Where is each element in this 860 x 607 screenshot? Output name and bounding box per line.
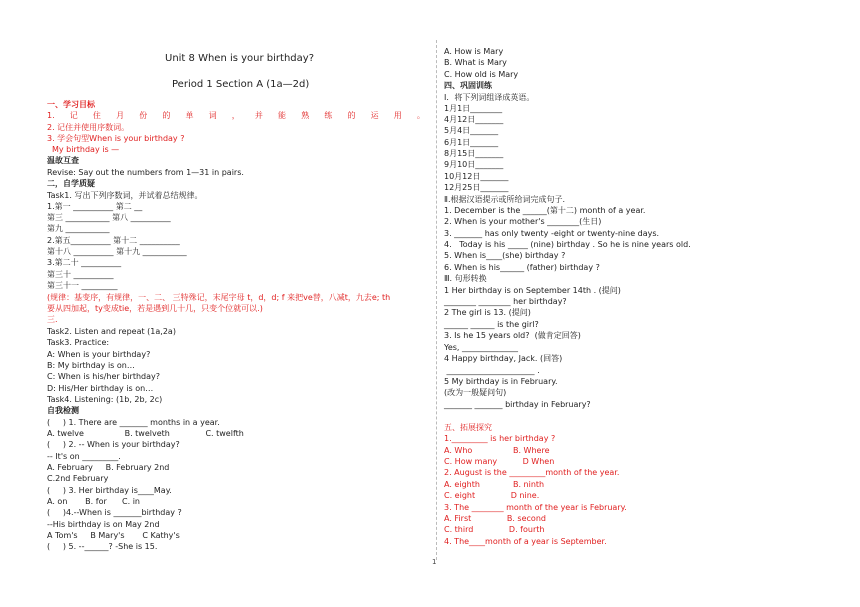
- task2-line: Task2. Listen and repeat (1a,2a): [47, 327, 176, 336]
- fill-item: 3. _______ has only twenty -eight or twenty-nine days.: [444, 229, 660, 238]
- ordinal-line: 第三十 __________: [47, 270, 114, 279]
- extension-options: C. third D. fourth: [444, 525, 545, 534]
- transform-item: 3. Is he 15 years old? (做肯定回答): [444, 331, 581, 340]
- transform-answer: ________ ________ her birthday?: [444, 297, 567, 306]
- extension-options: C. How many D When: [444, 457, 555, 466]
- section-heading-goals: 一、学习目标: [47, 100, 95, 109]
- practice-line-b: B: My birthday is on…: [47, 361, 135, 370]
- date-item: 8月15日_______: [444, 149, 504, 158]
- goal-1-char: 住: [92, 111, 101, 120]
- worksheet-subtitle: Period 1 Section A (1a—2d): [172, 79, 310, 90]
- goal-1-char: 能: [278, 111, 287, 120]
- task4-line: Task4. Listening: (1b, 2b, 2c): [47, 395, 163, 404]
- goal-1-char: 的: [347, 111, 356, 120]
- date-item: 5月4日_______: [444, 126, 499, 135]
- section-heading-self-study: 二，自学质疑: [47, 179, 95, 188]
- question-2-option-c: C.2nd February: [47, 474, 109, 483]
- fill-item: 6. When is his______ (father) birthday ?: [444, 263, 600, 272]
- question-5-option-a: A. How is Mary: [444, 47, 504, 56]
- goal-1-char: 运: [370, 111, 379, 120]
- date-item: 9月10日_______: [444, 160, 504, 169]
- transform-answer: ______ ______ is the girl?: [444, 320, 539, 329]
- goal-1-char: 1.: [47, 111, 55, 120]
- ordinal-line: 1.第一 __________ 第二 __: [47, 202, 143, 211]
- fill-item: 5. When is____(she) birthday ?: [444, 251, 566, 260]
- ordinal-line: 第九 ___________: [47, 224, 110, 233]
- part1-instruction: Ⅰ．将下列词组译成英语。: [444, 93, 535, 102]
- date-item: 4月12日_______: [444, 115, 504, 124]
- goal-1-char: 。: [416, 111, 425, 120]
- question-2-response: -- It's on _________.: [47, 452, 121, 461]
- section-heading-practice: 四、巩固训练: [444, 81, 492, 90]
- question-3-options: A. on B. for C. in: [47, 497, 140, 506]
- goal-1-char: 熟: [301, 111, 310, 120]
- goal-1-char: 记: [69, 111, 78, 120]
- date-item: 6月1日_______: [444, 138, 499, 147]
- revise-line: Revise: Say out the numbers from 1—31 in pairs.: [47, 168, 244, 177]
- question-5: ( ) 5. --______? -She is 15.: [47, 542, 158, 551]
- goal-1-char: 月: [116, 111, 125, 120]
- section-three-marker: 三.: [47, 315, 58, 324]
- page-number: 1: [432, 558, 437, 566]
- worksheet-title: Unit 8 When is your birthday?: [165, 53, 314, 64]
- transform-item: 5 My birthday is in February.: [444, 377, 558, 386]
- rule-line-2: 要从四加起，ty变成tie，若是遇到几十几，只变个位就可以.): [47, 304, 263, 313]
- ordinal-line: 第三 ___________ 第八 __________: [47, 213, 171, 222]
- practice-line-c: C: When is his/her birthday?: [47, 372, 161, 381]
- ordinal-line: 第三十一 _________: [47, 281, 118, 290]
- extension-options: C. eight D nine.: [444, 491, 540, 500]
- goal-1-char: 的: [162, 111, 171, 120]
- question-1: ( ) 1. There are _______ months in a year.: [47, 418, 220, 427]
- question-1-options: A. twelve B. twelveth C. twelfth: [47, 429, 244, 438]
- transform-item: 4 Happy birthday, Jack. (回答): [444, 354, 563, 363]
- fill-item: 1. December is the ______(第十二) month of a year.: [444, 206, 646, 215]
- goal-1-char: 练: [324, 111, 333, 120]
- transform-answer: Yes, ______________: [444, 343, 518, 352]
- question-4-response: --His birthday is on May 2nd: [47, 520, 160, 529]
- question-2-options: A. February B. February 2nd: [47, 463, 170, 472]
- transform-answer: _______ _______ birthday in February?: [444, 400, 591, 409]
- ordinal-line: 2.第五__________ 第十二 __________: [47, 236, 180, 245]
- transform-note: (改为一般疑问句): [444, 388, 507, 397]
- practice-line-a: A: When is your birthday?: [47, 350, 151, 359]
- question-3: ( ) 3. Her birthday is____May.: [47, 486, 172, 495]
- goal-1-char: 并: [254, 111, 263, 120]
- extension-question: 3. The ________ month of the year is February.: [444, 503, 627, 512]
- rule-line-1: (规律：基变序，有规律，一、二、 三特殊记，末尾字母 t，d，d; f 来把ve替，八减t，九去e; th: [47, 293, 391, 302]
- column-divider: [436, 40, 437, 560]
- transform-item: 2 The girl is 13. (提问): [444, 308, 531, 317]
- ordinal-line: 第十八 __________ 第十九 ___________: [47, 247, 187, 256]
- part3-instruction: Ⅲ. 句形转换: [444, 274, 487, 283]
- extension-question: 2. August is the _________month of the year.: [444, 468, 620, 477]
- self-test-heading: 自我检测: [47, 406, 79, 415]
- question-4: ( )4.--When is _______birthday ?: [47, 508, 182, 517]
- question-4-options: A Tom's B Mary's C Kathy's: [47, 531, 180, 540]
- date-item: 1月1日________: [444, 104, 503, 113]
- goal-3: 3. 学会句型When is your birthday ?: [47, 134, 185, 143]
- ordinal-line: 3.第二十 __________: [47, 258, 122, 267]
- question-2: ( ) 2. -- When is your birthday?: [47, 440, 180, 449]
- transform-item: 1 Her birthday is on September 14th . (提问): [444, 286, 621, 295]
- goal-1-char: 单: [185, 111, 194, 120]
- date-item: 10月12日_______: [444, 172, 509, 181]
- review-heading: 温故互查: [47, 156, 79, 165]
- question-5-option-b: B. What is Mary: [444, 58, 507, 67]
- practice-line-d: D: His/Her birthday is on…: [47, 384, 154, 393]
- task3-line: Task3. Practice:: [47, 338, 110, 347]
- date-item: 12月25日_______: [444, 183, 509, 192]
- goal-3-answer: My birthday is —: [52, 145, 120, 154]
- goal-1-char: ，: [231, 111, 240, 120]
- fill-item: 4. Today is his _____ (nine) birthday . So he is nine years old.: [444, 240, 691, 249]
- part2-instruction: Ⅱ.根据汉语提示或所给词完成句子.: [444, 195, 566, 204]
- goal-1-char: 词: [208, 111, 217, 120]
- extension-options: A. Who B. Where: [444, 446, 550, 455]
- goal-2: 2. 记住并使用序数词。: [47, 123, 130, 132]
- goal-1: [47, 111, 425, 121]
- section-heading-extension: 五、拓展探究: [444, 423, 492, 432]
- goal-1-char: 用: [393, 111, 402, 120]
- goal-1-char: 份: [139, 111, 148, 120]
- question-5-option-c: C. How old is Mary: [444, 70, 519, 79]
- extension-question: 4. The____month of a year is September.: [444, 537, 607, 546]
- transform-answer: ______________________ .: [444, 366, 540, 375]
- fill-item: 2. When is your mother's ________(生日): [444, 217, 602, 226]
- extension-options: A. First B. second: [444, 514, 546, 523]
- task1-line: Task1. 写出下列序数词，并试着总结规律。: [47, 191, 203, 200]
- extension-options: A. eighth B. ninth: [444, 480, 545, 489]
- extension-question: 1._________ is her birthday ?: [444, 434, 556, 443]
